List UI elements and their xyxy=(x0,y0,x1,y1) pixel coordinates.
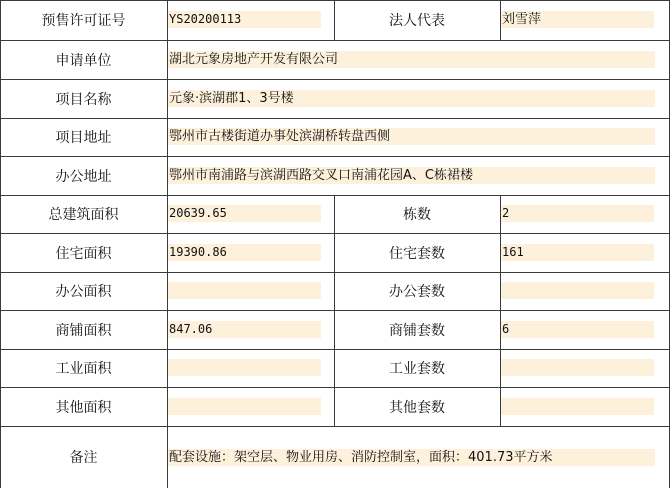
project-name-label: 项目名称 xyxy=(55,91,112,108)
office-units-label: 办公套数 xyxy=(389,284,445,300)
office-units-value xyxy=(501,282,654,299)
applicant-value: 湖北元象房地产开发有限公司 xyxy=(168,51,655,68)
office-area-label: 办公面积 xyxy=(55,284,112,300)
industrial-units-value xyxy=(501,359,654,376)
industrial-area-label: 工业面积 xyxy=(55,361,112,377)
building-count-value: 2 xyxy=(501,205,654,222)
legal-rep-label: 法人代表 xyxy=(389,13,445,29)
project-address-label: 项目地址 xyxy=(55,130,112,146)
other-units-label: 其他套数 xyxy=(389,399,445,416)
residential-units-label: 住宅套数 xyxy=(389,245,445,262)
legal-rep-value: 刘雪萍 xyxy=(501,11,654,28)
permit-no-value: YS20200113 xyxy=(168,11,321,28)
residential-units-value: 161 xyxy=(501,244,654,261)
remarks-label: 备注 xyxy=(69,450,98,466)
residential-area-label: 住宅面积 xyxy=(55,245,112,262)
project-address-value: 鄂州市古楼街道办事处滨湖桥转盘西侧 xyxy=(168,128,655,145)
remarks-value: 配套设施：架空层、物业用房、消防控制室，面积：401.73平方米 xyxy=(168,449,655,466)
other-area-label: 其他面积 xyxy=(55,399,112,416)
residential-area-value: 19390.86 xyxy=(168,244,321,261)
industrial-area-value xyxy=(168,359,321,376)
other-units-value xyxy=(501,398,654,415)
shop-units-label: 商铺套数 xyxy=(389,322,445,339)
total-area-label: 总建筑面积 xyxy=(48,207,119,223)
project-name-value: 元象·滨湖郡1、3号楼 xyxy=(168,90,655,107)
industrial-units-label: 工业套数 xyxy=(389,361,445,377)
total-area-value: 20639.65 xyxy=(168,205,321,222)
other-area-value xyxy=(168,398,321,415)
office-address-label: 办公地址 xyxy=(55,168,112,185)
office-area-value xyxy=(168,282,321,299)
shop-area-label: 商铺面积 xyxy=(55,322,112,339)
applicant-label: 申请单位 xyxy=(55,52,112,69)
permit-no-label: 预售许可证号 xyxy=(41,13,126,29)
shop-area-value: 847.06 xyxy=(168,321,321,338)
shop-units-value: 6 xyxy=(501,321,654,338)
office-address-value: 鄂州市南浦路与滨湖西路交叉口南浦花园A、C栋裙楼 xyxy=(168,167,655,184)
building-count-label: 栋数 xyxy=(403,207,431,223)
col-divider xyxy=(500,195,501,426)
